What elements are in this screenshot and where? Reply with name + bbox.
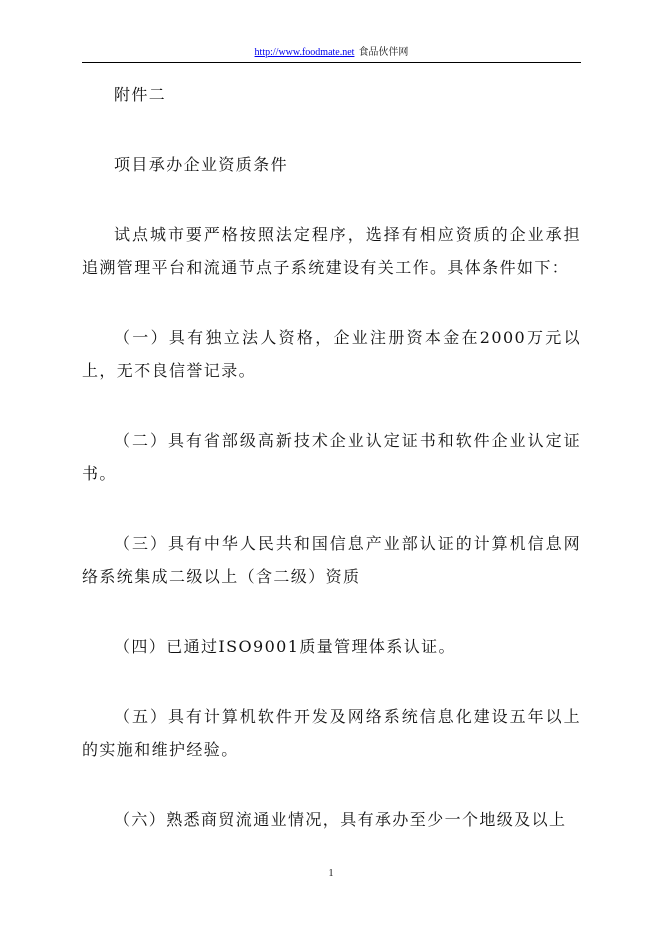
- condition-3: （三）具有中华人民共和国信息产业部认证的计算机信息网络系统集成二级以上（含二级）资质: [82, 534, 581, 586]
- site-name: 食品伙伴网: [358, 47, 409, 58]
- document-title: 项目承办企业资质条件: [114, 155, 289, 174]
- website-link[interactable]: http://www.foodmate.net: [254, 47, 355, 58]
- condition-1: （一）具有独立法人资格，企业注册资本金在2000万元以上，无不良信誉记录。: [82, 328, 581, 380]
- condition-6: （六）熟悉商贸流通业情况，具有承办至少一个地级及以上: [114, 810, 567, 829]
- condition-2: （二）具有省部级高新技术企业认定证书和软件企业认定证书。: [82, 431, 581, 483]
- page-number: 1: [328, 868, 334, 879]
- intro-paragraph: 试点城市要严格按照法定程序，选择有相应资质的企业承担追溯管理平台和流通节点子系统建设有关工作。具体条件如下：: [82, 225, 581, 277]
- page-header: [82, 46, 581, 63]
- condition-4: （四）已通过ISO9001质量管理体系认证。: [114, 637, 456, 656]
- attachment-label: 附件二: [114, 85, 167, 104]
- document-body: [82, 78, 581, 836]
- condition-5: （五）具有计算机软件开发及网络系统信息化建设五年以上的实施和维护经验。: [82, 707, 581, 759]
